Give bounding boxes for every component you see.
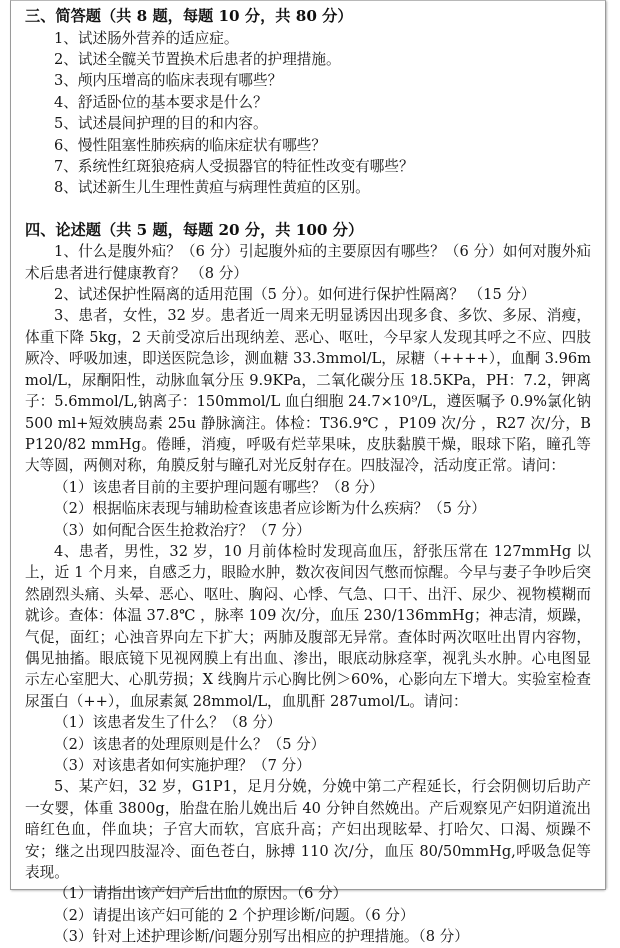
section-four-question-3 bbox=[25, 305, 591, 476]
case-3-body: 3、患者，女性，32 岁。患者近一周来无明显诱因出现多食、多饮、多尿、消瘦，体重下降 5kg，2 天前受凉后出现纳差、恶心、呕吐，今早家人发现其呼之不应、四肢厥冷、呼吸加速，即送医院急诊，测血糖 33.3mmol/L，尿糖（++++），血酮 3.96mmol/L，尿酮阳性，动脉血氧分压 9.9KPa，二氧化碳分压 18.5KPa，PH：7.2，钾离子：5.6mmol/L,钠离子：150mmol/L 血白细胞 24.7×10⁹/L，遵医嘱予 0.9%氯化钠 500 ml+短效胰岛素 25u 静脉滴注。体检：T36.9℃ ，P109 次/分 ，R27 次/分，BP120/82 mmHg。倦睡，消瘦，呼吸有烂苹果味，皮肤黏膜干燥，眼球下陷，瞳孔等大等圆，两侧对称，角膜反射与瞳孔对光反射存在。四肢湿冷，活动度正常。请问： bbox=[25, 307, 591, 475]
section-four-question-1: 1、什么是腹外疝？（6 分）引起腹外疝的主要原因有哪些？（6 分）如何对腹外疝术后患者进行健康教育？ （8 分） bbox=[25, 243, 591, 282]
section-spacer bbox=[25, 199, 591, 220]
section-four-question-3-sub-1: （1）该患者目前的主要护理问题有哪些？（8 分） bbox=[54, 478, 384, 496]
section-four-question-4-sub-2: （2）该患者的处理原则是什么？（5 分） bbox=[54, 735, 326, 753]
section-three-question-3: 3、颅内压增高的临床表现有哪些？ bbox=[54, 72, 283, 90]
section-four-question-5-sub-2: （2）请提出该产妇可能的 2 个护理诊断/问题。（6 分） bbox=[54, 906, 415, 924]
section-four-question-3-sub-2: （2）根据临床表现与辅助检查该患者应诊断为什么疾病？（5 分） bbox=[54, 500, 486, 518]
section-four-question-5: 5、某产妇，32 岁，G1P1，足月分娩，分娩中第二产程延长，行会阴侧切后助产一女婴，体重 3800g，胎盘在胎儿娩出后 40 分钟自然娩出。产后观察见产妇阴道流出暗红色血，伴血块；子宫大而软，宫底升高；产妇出现眩晕、打哈欠、口渴、烦躁不安；继之出现四肢湿冷、面色苍白，脉搏 110 次/分，血压 80/50mmHg,呼吸急促等表现。 bbox=[25, 778, 591, 882]
section-three-question-6: 6、慢性阻塞性肺疾病的临床症状有哪些？ bbox=[54, 136, 326, 154]
exam-page-content bbox=[25, 6, 591, 948]
section-four-question-2: 2、试述保护性隔离的适用范围（5 分）。如何进行保护性隔离？ （15 分） bbox=[54, 286, 536, 304]
section-four-question-3-sub-3: （3）如何配合医生抢救治疗？（7 分） bbox=[54, 521, 311, 539]
section-three-heading: 三、简答题（共 8 题，每题 10 分，共 80 分） bbox=[25, 7, 353, 25]
section-three-question-2: 2、试述全髋关节置换术后患者的护理措施。 bbox=[54, 50, 341, 68]
section-four-question-5-sub-1: （1）请指出该产妇产后出血的原因。（6 分） bbox=[54, 885, 348, 903]
section-three-question-1: 1、试述肠外营养的适应症。 bbox=[54, 29, 239, 47]
section-four-heading: 四、论述题（共 5 题，每题 20 分，共 100 分） bbox=[25, 220, 364, 239]
section-four-question-4-sub-3: （3）对该患者如何实施护理？（7 分） bbox=[54, 757, 311, 774]
exam-page-sheet bbox=[10, 0, 606, 946]
section-three-question-7: 7、系统性红斑狼疮病人受损器官的特征性改变有哪些？ bbox=[54, 157, 414, 175]
section-three-question-4: 4、舒适卧位的基本要求是什么？ bbox=[54, 93, 268, 111]
section-three-question-8: 8、试述新生儿生理性黄疸与病理性黄疸的区别。 bbox=[54, 179, 370, 197]
section-four-question-4: 4、患者，男性，32 岁，10 月前体检时发现高血压，舒张压常在 127mmHg 以上，近 1 个月来，自感乏力，眼睑水肿，数次夜间因气憋而惊醒。今早与妻子争吵后突然剧烈头痛、头晕、恶心、呕吐、胸闷、心悸、气急、口干、出汗、尿少、视物模糊而就诊。查体：体温 37.8℃ ，脉率 109 次/分，血压 230/136mmHg；神志清，烦躁，气促，面红；心浊音界向左下扩大；两肺及腹部无异常。查体时两次呕吐出胃内容物，偶见抽搐。眼底镜下见视网膜上有出血、渗出，眼底动脉痉挛，视乳头水肿。心电图显示左心室肥大、心肌劳损；X 线胸片示心胸比例＞60%，心影向左下增大。实验室检查尿蛋白（++），血尿素氮 28mmol/L，血肌酐 287umol/L。请问： bbox=[25, 542, 591, 710]
section-four-question-5-sub-3: （3）针对上述护理诊断/问题分别写出相应的护理措施。（8 分） bbox=[54, 928, 469, 946]
section-four-question-4-sub-1: （1）该患者发生了什么？（8 分） bbox=[54, 714, 282, 732]
section-three-question-5: 5、试述晨间护理的目的和内容。 bbox=[54, 115, 268, 133]
